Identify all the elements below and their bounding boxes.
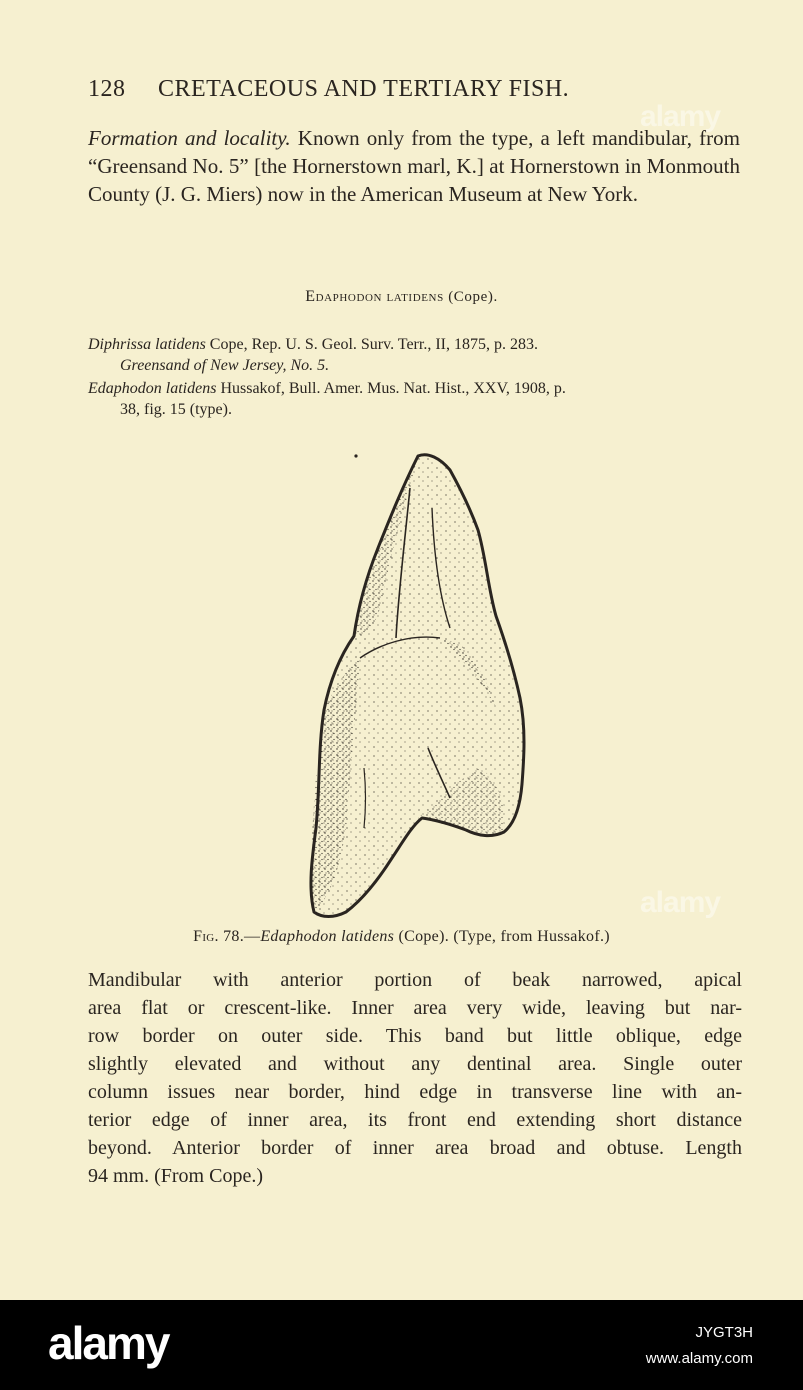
watermark-logo: alamy [640,100,721,133]
description-line: Mandibular with anterior portion of beak narrowed, apical [88,969,742,991]
description-line: area flat or crescent-like. Inner area very wide, leaving but nar- [88,997,742,1019]
description-line: beyond. Anterior border of inner area broad and obtuse. Length [88,1137,742,1159]
description-line: column issues near border, hind edge in transverse line with an- [88,1081,742,1103]
formation-paragraph [88,124,740,208]
species-heading [0,288,803,306]
synonym-name: Edaphodon latidens [88,380,217,397]
description-line: 94 mm. (From Cope.) [88,1165,263,1187]
synonym-citation: Hussakof, Bull. Amer. Mus. Nat. Hist., XXV, 1908, p. [216,380,566,397]
running-title: CRETACEOUS AND TERTIARY FISH. [158,76,570,102]
description-line: slightly elevated and without any dentinal area. Single outer [88,1053,742,1075]
species-epithet: latidens [386,288,444,305]
synonym-continuation: Greensand of New Jersey, No. 5. [120,357,330,374]
species-authority: (Cope). [448,289,498,305]
synonymy-entry [88,334,740,376]
caption-source: (Cope). (Type, from Hussakof.) [394,928,610,945]
synonymy-entry [88,378,740,420]
watermark-logo: alamy [640,886,721,919]
formation-lead: Formation and locality. [88,126,291,150]
image-id: JYGT3H [695,1324,753,1341]
species-genus: Edaphodon [305,288,383,305]
caption-species: Edaphodon latidens [260,928,395,945]
fossil-mandible-drawing-icon [300,448,540,928]
caption-label: Fig. 78.— [193,928,261,945]
synonym-continuation: 38, fig. 15 (type). [120,401,232,418]
description-line: terior edge of inner area, its front end extending short distance [88,1109,742,1131]
description-paragraph [88,966,742,1190]
stock-footer-bar [0,1300,803,1390]
alamy-logo: alamy [48,1317,169,1369]
description-line: row border on outer side. This band but little oblique, edge [88,1025,742,1047]
running-head [88,76,738,103]
page-number: 128 [88,76,126,102]
site-url[interactable]: www.alamy.com [645,1350,753,1367]
figure-caption [0,928,803,946]
synonym-name: Diphrissa latidens [88,336,206,353]
formation-text: Known only from the type, a left mandibular, from “Greensand No. 5” [the Hornerstown marl, K.] at Hornerstown in Monmouth County (J. G. Miers) now in the American Museum at New York. [88,126,740,206]
synonym-citation: Cope, Rep. U. S. Geol. Surv. Terr., II, 1875, p. 283. [205,336,538,353]
